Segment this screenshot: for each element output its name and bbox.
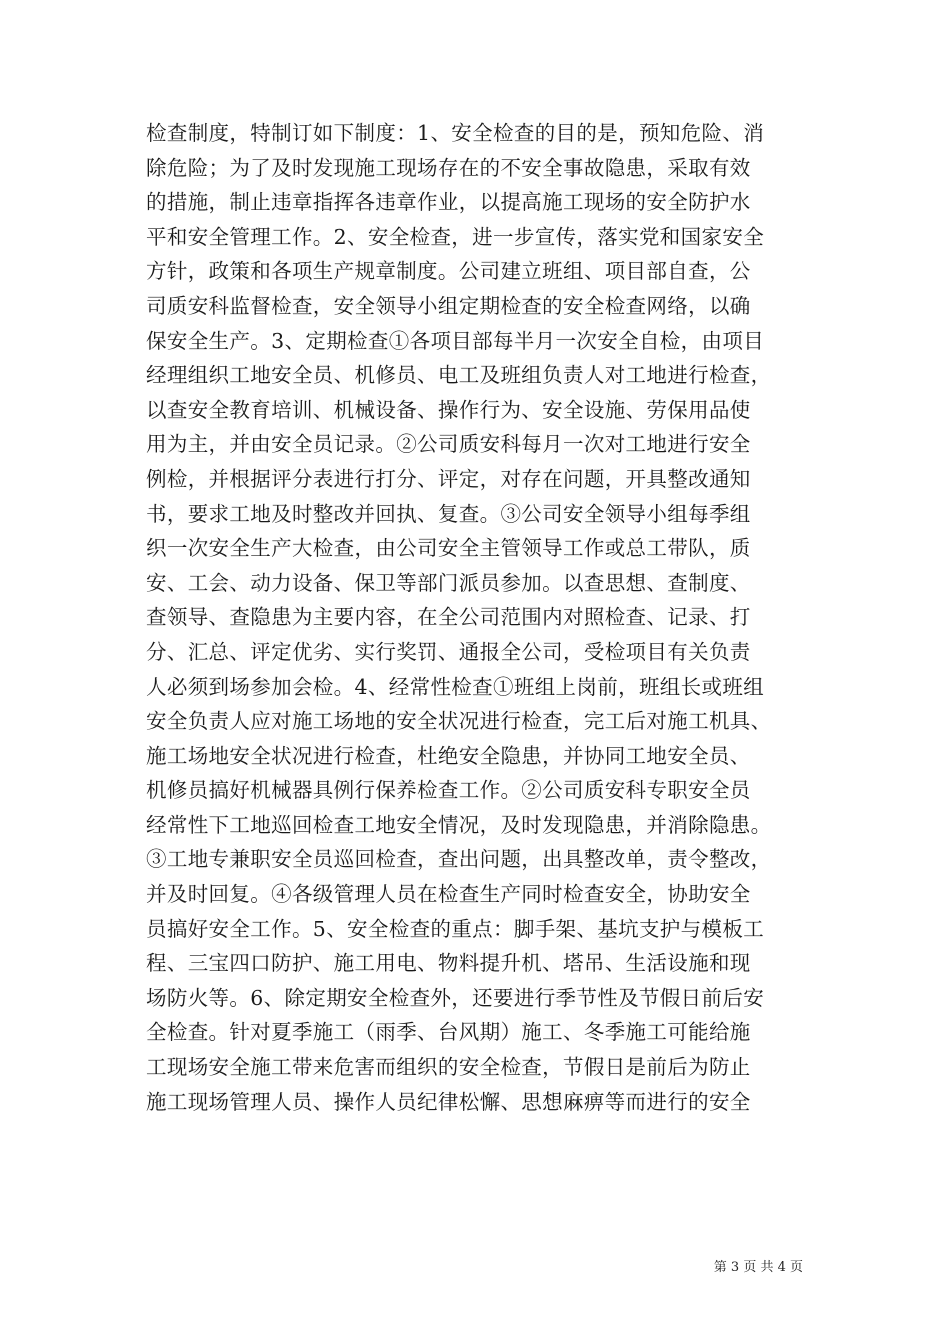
text-line: 经常性下工地巡回检查工地安全情况，及时发现隐患，并消除隐患。 [146, 812, 772, 837]
text-line: 场防火等。6、除定期安全检查外，还要进行季节性及节假日前后安 [146, 985, 765, 1010]
text-line: 织一次安全生产大检查，由公司安全主管领导工作或总工带队，质 [146, 536, 751, 561]
text-line: 安全负责人应对施工场地的安全状况进行检查，完工后对施工机具、 [146, 709, 772, 734]
text-line: 的措施，制止违章指挥各违章作业，以提高施工现场的安全防护水 [146, 190, 751, 215]
page-number: 第 3 页 共 4 页 [713, 1260, 803, 1275]
body-text [146, 116, 816, 1119]
text-line: 司质安科监督检查，安全领导小组定期检查的安全检查网络，以确 [146, 293, 751, 318]
text-line: 全检查。针对夏季施工（雨季、台风期）施工、冬季施工可能给施 [146, 1020, 751, 1045]
text-line: 检查制度，特制订如下制度：1、安全检查的目的是，预知危险、消 [146, 121, 765, 145]
text-line: 查领导、查隐患为主要内容，在全公司范围内对照检查、记录、打 [146, 605, 751, 630]
text-line: 保安全生产。3、定期检查①各项目部每半月一次安全自检，由项目 [146, 328, 765, 353]
text-line: 平和安全管理工作。2、安全检查，进一步宣传，落实党和国家安全 [146, 224, 765, 249]
text-line: 除危险；为了及时发现施工现场存在的不安全事故隐患，采取有效 [146, 155, 751, 180]
text-line: 书，要求工地及时整改并回执、复查。③公司安全领导小组每季组 [146, 501, 751, 526]
text-line: 机修员搞好机械器具例行保养检查工作。②公司质安科专职安全员 [146, 778, 751, 803]
text-line: 施工现场管理人员、操作人员纪律松懈、思想麻痹等而进行的安全 [146, 1089, 751, 1114]
text-line: ③工地专兼职安全员巡回检查，查出问题，出具整改单，责令整改， [146, 847, 772, 872]
text-line: 以查安全教育培训、机械设备、操作行为、安全设施、劳保用品使 [146, 397, 751, 422]
text-line: 例检，并根据评分表进行打分、评定，对存在问题，开具整改通知 [146, 466, 751, 491]
text-line: 工现场安全施工带来危害而组织的安全检查，节假日是前后为防止 [146, 1055, 751, 1080]
text-line: 人必须到场参加会检。4、经常性检查①班组上岗前，班组长或班组 [146, 674, 765, 699]
text-line: 并及时回复。④各级管理人员在检查生产同时检查安全，协助安全 [146, 882, 751, 907]
text-line: 方针，政策和各项生产规章制度。公司建立班组、项目部自查，公 [146, 259, 751, 284]
text-line: 程、三宝四口防护、施工用电、物料提升机、塔吊、生活设施和现 [146, 951, 751, 976]
text-line: 施工场地安全状况进行检查，杜绝安全隐患，并协同工地安全员、 [146, 743, 751, 768]
text-line: 经理组织工地安全员、机修员、电工及班组负责人对工地进行检查， [146, 363, 772, 388]
text-line: 员搞好安全工作。5、安全检查的重点：脚手架、基坑支护与模板工 [146, 916, 765, 941]
text-line: 用为主，并由安全员记录。②公司质安科每月一次对工地进行安全 [146, 432, 751, 457]
text-line: 分、汇总、评定优劣、实行奖罚、通报全公司，受检项目有关负责 [146, 639, 751, 664]
text-line: 安、工会、动力设备、保卫等部门派员参加。以查思想、查制度、 [146, 570, 751, 595]
